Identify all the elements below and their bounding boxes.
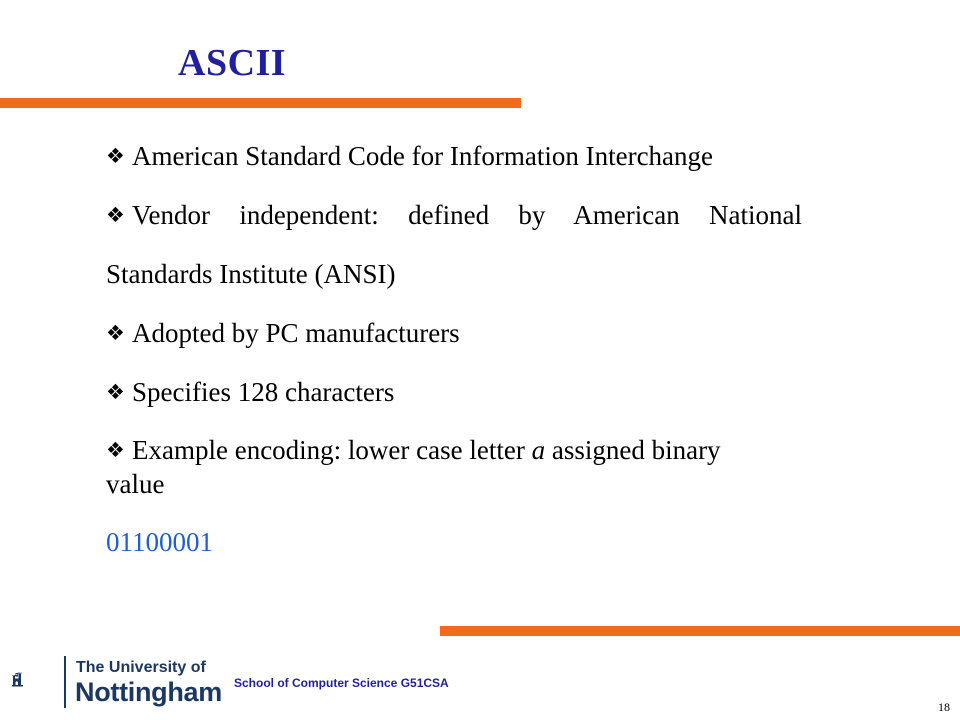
university-name-line1: The University of [76, 659, 206, 676]
page-number: 18 [938, 700, 950, 714]
bullet-text: Vendor independent: defined by American National [132, 200, 802, 230]
bullet-item [106, 199, 802, 231]
bullet-continuation [106, 258, 395, 290]
bullet-text: Example encoding: lower case letter [132, 435, 532, 465]
bullet-item [106, 376, 394, 408]
diamond-bullet-icon: ❖ [106, 380, 125, 404]
bullet-text: Specifies 128 characters [132, 377, 395, 407]
university-name-line2: Nottingham [75, 677, 222, 707]
diamond-bullet-icon: ❖ [106, 203, 125, 227]
top-accent-rule [0, 98, 521, 108]
bullet-text-continued: Standards Institute (ANSI) [106, 259, 396, 289]
logo-divider [64, 656, 66, 708]
bullet-text: Adopted by PC manufacturers [132, 318, 460, 348]
bullet-text-continued: value [106, 469, 165, 499]
bullet-item [106, 140, 713, 172]
bullet-item [106, 317, 460, 349]
course-footer: School of Computer Science G51CSA [234, 676, 449, 690]
bullet-continuation [106, 468, 164, 500]
bullet-text: American Standard Code for Information Interchange [132, 141, 714, 171]
diamond-bullet-icon: ❖ [106, 321, 125, 345]
diamond-bullet-icon: ❖ [106, 438, 125, 462]
bottom-accent-rule [440, 626, 960, 636]
bullet-text-suffix: assigned binary [545, 435, 721, 465]
diamond-bullet-icon: ❖ [106, 144, 125, 168]
bullet-item [106, 434, 721, 466]
binary-value: 01100001 [106, 527, 213, 557]
slide-title: ASCII [178, 42, 287, 84]
example-letter: a [531, 435, 546, 465]
university-crest-icon [12, 650, 62, 710]
